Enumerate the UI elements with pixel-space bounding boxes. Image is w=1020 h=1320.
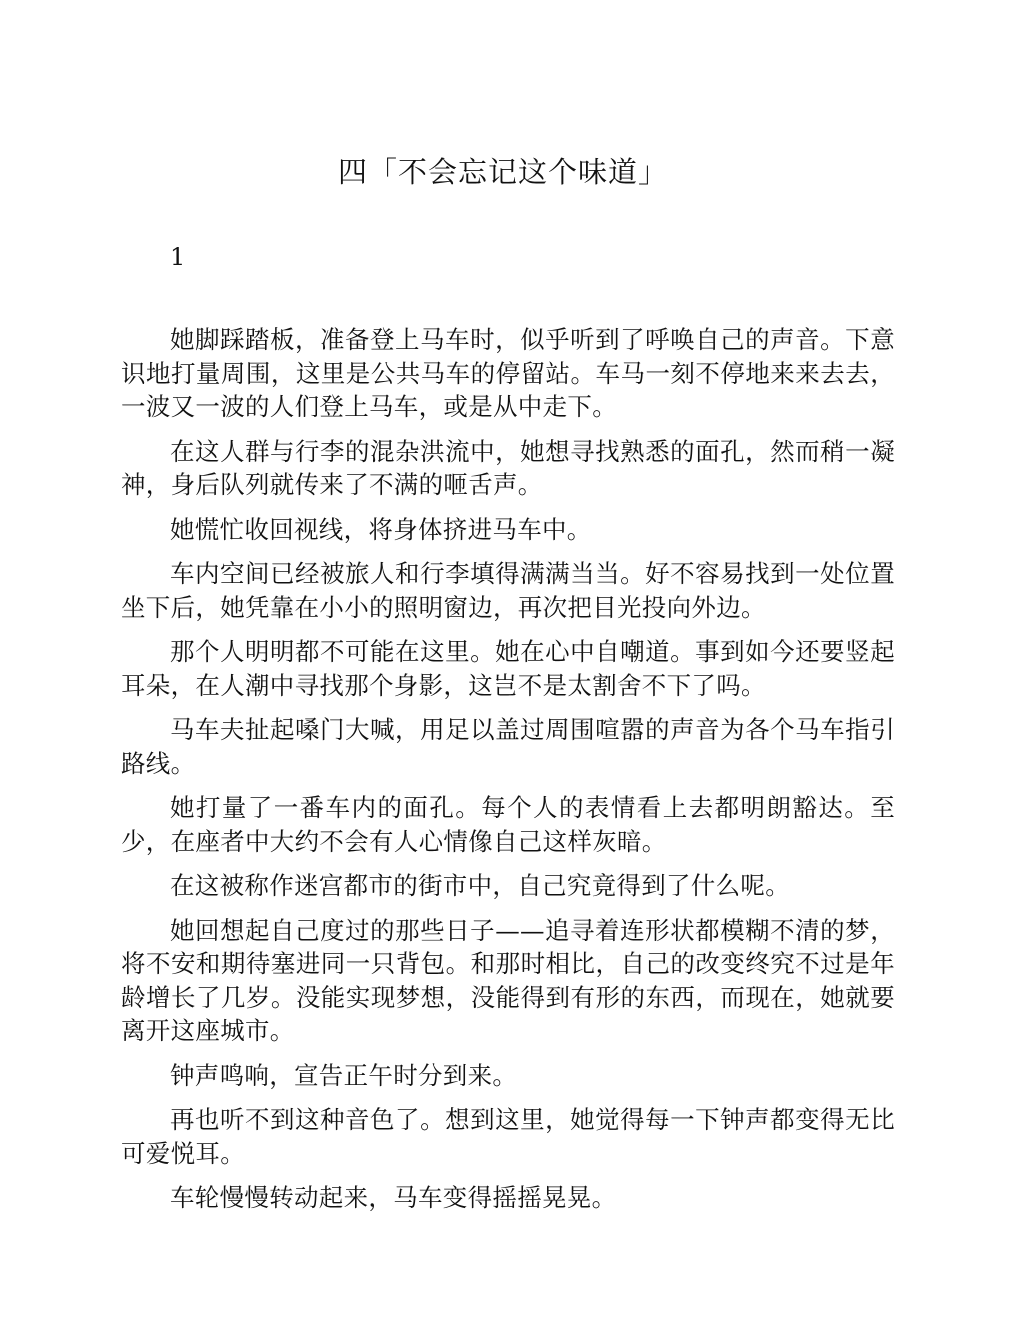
paragraph: 她慌忙收回视线，将身体挤进马车中。: [170, 514, 592, 544]
body-text: [121, 323, 895, 1226]
paragraph: 钟声鸣响，宣告正午时分到来。: [170, 1060, 518, 1090]
paragraph: 在这被称作迷宫都市的街市中，自己究竟得到了什么呢。: [170, 871, 790, 900]
paragraph: 再也听不到这种音色了。想到这里，她觉得每一下钟声都变得无比可爱悦耳。: [121, 1105, 895, 1168]
chapter-title: 四「不会忘记这个味道」: [337, 155, 668, 189]
paragraph: 车轮慢慢转动起来，马车变得摇摇晃晃。: [170, 1183, 617, 1212]
paragraph: 她回想起自己度过的那些日子——追寻着连形状都模糊不清的梦，将不安和期待塞进同一只背包。和那时相比，自己的改变终究不过是年龄增长了几岁。没能实现梦想，没能得到有形的东西，而现在，她就要离开这座城市。: [121, 915, 895, 1045]
section-number: 1: [170, 243, 186, 271]
paragraph: 车内空间已经被旅人和行李填得满满当当。好不容易找到一处位置坐下后，她凭靠在小小的照明窗边，再次把目光投向外边。: [121, 559, 895, 622]
paragraph: 她脚踩踏板，准备登上马车时，似乎听到了呼唤自己的声音。下意识地打量周围，这里是公共马车的停留站。车马一刻不停地来来去去，一波又一波的人们登上马车，或是从中走下。: [121, 325, 895, 421]
paragraph: 马车夫扯起嗓门大喊，用足以盖过周围喧嚣的声音为各个马车指引路线。: [121, 715, 895, 778]
paragraph: 在这人群与行李的混杂洪流中，她想寻找熟悉的面孔，然而稍一凝神，身后队列就传来了不满的咂舌声。: [121, 436, 895, 499]
paragraph: 她打量了一番车内的面孔。每个人的表情看上去都明朗豁达。至少，在座者中大约不会有人心情像自己这样灰暗。: [121, 793, 895, 856]
paragraph: 那个人明明都不可能在这里。她在心中自嘲道。事到如今还要竖起耳朵，在人潮中寻找那个身影，这岂不是太割舍不下了吗。: [121, 637, 895, 700]
